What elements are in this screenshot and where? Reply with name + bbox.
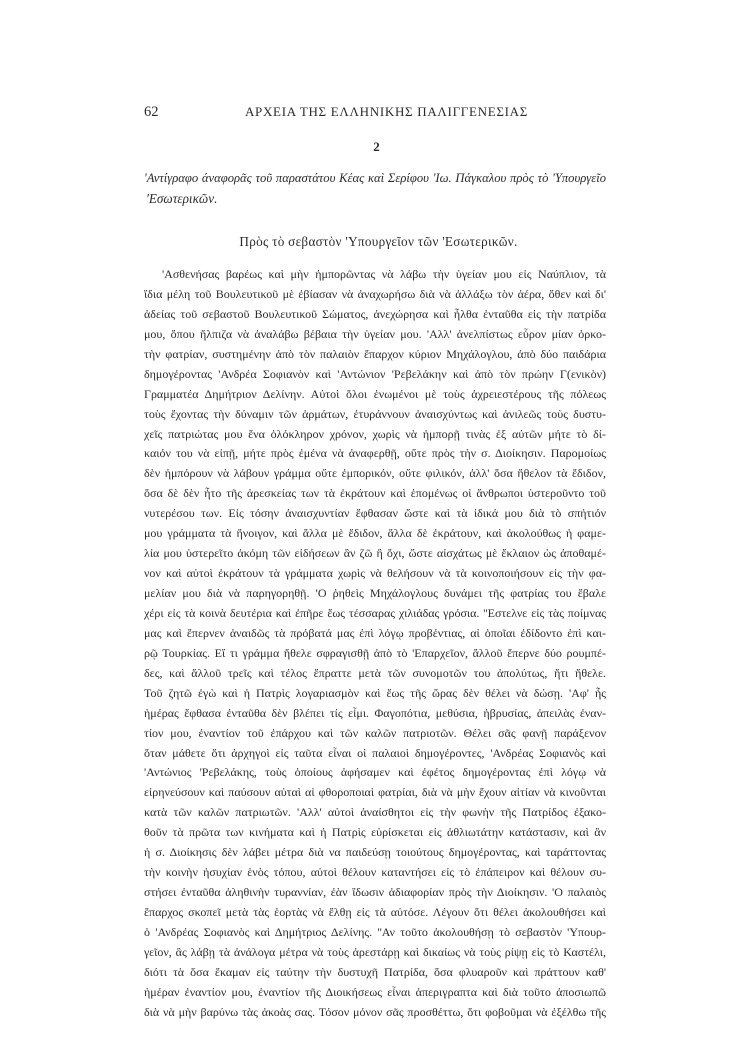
body-line: ρῷ Τουρκίας. Εἴ τι γράμμα ἤθελε σφραγισθῇ ἀπὸ τὸ 'Επαρχεῖον, ἄλλοῦ ἔπερνε δύο ρουμπέ- xyxy=(144,645,606,660)
body-line: θοῦν τὰ πρῶτα των κινήματα καὶ ἡ Πατρὶς εὑρίσκεται εἰς ἀθλιωτάτην κατάστασιν, καὶ ἂν xyxy=(144,825,606,840)
body-line: ἔπαρχος σκοπεῖ μετὰ τὰς ἑορτὰς νὰ ἔλθῃ εἰς τὰ αὐτόσε. Λέγουν ὅτι θέλει ἀκολουθήσει καὶ xyxy=(144,905,606,919)
body-line: ἡ σ. Διοίκησις δὲν λάβει μέτρα διὰ να παιδεύσῃ τοιούτους δημογέροντας, καὶ ταράττοντας xyxy=(144,845,606,860)
document-title xyxy=(144,168,606,209)
page-number: 62 xyxy=(144,104,159,120)
body-line: χέρι εἰς τὰ κοινὰ δευτέρια καὶ ἐπῆρε ἕως τέσσαρας χιλιάδας γρόσια. ''Εστελνε εἰς τὰς ποίμνας xyxy=(144,605,606,620)
body-line: νυτερέσου των. Εἰς τόσην ἀναισχυντίαν ἔφθασαν ὥστε καὶ τὰ ἰδικά μου διὰ τὸ σπήτιόν xyxy=(144,506,606,521)
body-line: κατὰ τῶν καλῶν πατριωτῶν. 'Αλλ' αὐτοὶ ἀναίσθητοι εἰς τὴν φωνὴν τῆς Πατρίδος ἐξακο- xyxy=(144,805,606,820)
body-line: ἡμέραν ἐναντίον μου, ἐναντίον τῆς Διοικήσεως εἶναι ἀπεριγραπτα καὶ διὰ τοῦτο ἀποσιωπῶ xyxy=(144,984,606,999)
body-text xyxy=(144,265,606,1023)
body-line: τὴν φατρίαν, συστημένην ἀπὸ τὸν παλαιὸν ἔπαρχον κύριον Μηχάλογλου, ἀπὸ δύο παιδάρια xyxy=(144,346,606,361)
body-line: Τοῦ ζητῶ ἐγὼ καὶ ἡ Πατρὶς λογαριασμὸν καὶ ἕως τῆς ὥρας δὲν θέλει νὰ δώσῃ. 'Αφ' ἧς xyxy=(144,685,606,700)
title-line: 'Εσωτερικῶν. xyxy=(146,190,218,206)
body-line: τίον μου, ἐναντίον τοῦ ἐπάρχου καὶ τῶν καλῶν πατριοτῶν. Θέλει σᾶς φανῇ παράξενον xyxy=(144,725,606,740)
body-line: μου γράμματα τὰ ἤνοιγον, καὶ ἄλλα μὲ ἔδιδον, ἄλλα δὲ ἐκράτουν, καὶ ἀκολούθως ἡ φαμε- xyxy=(144,526,606,541)
body-line: ὁ 'Ανδρέας Σοφιανὸς καὶ Δημήτριος Δελίνης. ''Αν τοῦτο ἀκολουθήσῃ τὸ σεβαστὸν 'Υπουρ- xyxy=(144,924,606,939)
body-line: τοὺς ἔχοντας τὴν δύναμιν τῶν ἁρμάτων, ἐτυράννουν ἀναισχύντως καὶ ἀνιλεῶς τοὺς δυστυ- xyxy=(144,406,606,421)
body-line: γεῖον, ἂς λάβῃ τὰ ἀνάλογα μέτρα νὰ τοὺς ἀρεστάρῃ καὶ δικαίως νὰ τοὺς ρίψῃ εἰς τὸ Καστέλι, xyxy=(144,944,606,959)
body-line: μου, ὅπου ἤλπιζα νὰ ἀναλάβω βέβαια τὴν ὑγείαν μου. 'Αλλ' ἀνελπίστως εὗρον μίαν ὀρκο- xyxy=(144,326,606,341)
body-line: καιόν του νὰ εἰπῇ, μήτε πρὸς ἐμένα νὰ ἀναφερθῇ, οὔτε πρὸς τὴν σ. Διοίκησιν. Παρομοίως xyxy=(144,446,606,461)
body-line: ὅσα δὲ δὲν ἦτο τῆς ἀρεσκείας των τὰ ἐκράτουν καὶ ἑπομένως οἱ ἄνθρωποι ὑστεροῦντο τοῦ xyxy=(144,486,606,501)
body-line: ὅταν μάθετε ὅτι ἀρχηγοὶ εἰς ταῦτα εἶναι οἱ παλαιοὶ δημογέροντες, 'Ανδρέας Σοφιανὸς καὶ xyxy=(144,745,606,760)
body-line: δημογέροντας 'Ανδρέα Σοφιανὸν καὶ 'Αντώνιον 'Ρεβελάκην καὶ ἀπὸ τὸν πρώην Γ(ενικὸν) xyxy=(144,366,606,381)
body-line: δες, καὶ ἄλλοῦ τρεῖς καὶ τέλος ἔπραττε μετὰ τῶν συνομοτῶν του ἀπολύτως, ἥτι ἤθελε. xyxy=(144,665,606,680)
document-number: 2 xyxy=(373,139,380,154)
body-line: διὰ νὰ μὴν βαρύνω τὰς ἀκοὰς σας. Τόσον μόνον σᾶς προσθέττω, ὅτι φοβοῦμαι νὰ ἐξέλθω τῆς xyxy=(144,1004,606,1019)
body-line: δὲν ἠμπόρουν νὰ λάβουν γράμμα οὔτε ἐμπορικόν, οὔτε φιλικόν, ἀλλ' ὅσα ἤθελον τὰ ἔδιδον, xyxy=(144,466,606,481)
body-line: 'Αντώνιος 'Ρεβελάκης, τοὺς ὁποίους ἀφήσαμεν καὶ ἐφέτος δημογέροντας ἐπὶ λόγῳ νὰ xyxy=(144,765,606,780)
body-line: ἀδείας τοῦ σεβαστοῦ Βουλευτικοῦ Σώματος, ἀνεχώρησα καὶ ἦλθα ἐνταῦθα εἰς τὴν πατρίδα xyxy=(144,306,606,321)
body-line: μελίαν μου διὰ νὰ παρηγορηθῇ. 'Ο ῥηθεὶς Μηχάλογλους δυνάμει τῆς φατρίας του ἔβαλε xyxy=(144,586,606,600)
body-line: ἡμέρας ἔφθασα ἐνταῦθα δὲν βλέπει τίς εἶμι. Φαγοπότια, μεθύσια, ἠβρυσίας, ἀπειλὰς ἐναν- xyxy=(144,705,606,720)
body-line: λία μου ὑστερεῖτο ἀκόμη τῶν εἰδήσεων ἂν ζῶ ἢ ὄχι, ὥστε αἰσχάτως μὲ ἔκλαιον ὡς ἀποθαμέ- xyxy=(144,546,606,561)
body-line: εἰρηνεύσουν καὶ παύσουν αὐταὶ αἱ φθοροποιαὶ φατρίαι, διὰ νὰ μὴν ἔχουν αἰτίαν νὰ κινοῦνται xyxy=(144,785,606,800)
addressee-line: Πρὸς τὸ σεβαστὸν 'Υπουργεῖον τῶν 'Εσωτερικῶν. xyxy=(239,234,518,249)
body-line: Γραμματέα Δημήτριον Δελίνην. Αὐτοὶ ὅλοι ἑνωμένοι μὲ τοὺς ἀχρειεστέρους τῆς πόλεως xyxy=(144,386,606,401)
body-line: ἴδια μέλη τοῦ Βουλευτικοῦ μὲ ἐβίασαν νὰ ἀναχωρήσω διὰ νὰ ἀλλάξω τὸν ἀέρα, ὅθεν καὶ δι' xyxy=(144,286,606,301)
title-line: 'Αντίγραφο άναφορᾶς τοῦ παραστάτου Κέας καὶ Σερίφου 'Ιω. Πάγκαλου πρὸς τὸ 'Υπουργεῖο xyxy=(144,171,606,185)
body-line: στήσει ἐνταῦθα ἀληθινὴν τυραννίαν, ἐὰν ἴδωσιν ἀδιαφορίαν πρὸς τὴν Διοίκησιν. 'Ο παλαιὸς xyxy=(144,885,606,900)
body-line: χεῖς πατριώτας μου ἕνα ὁλόκληρον χρόνον, χωρὶς νὰ ἠμπορῇ τινὰς ἐξ αὐτῶν μήτε τὸ δί- xyxy=(144,426,606,441)
running-head: ΑΡΧΕΙΑ ΤΗΣ ΕΛΛΗΝΙΚΗΣ ΠΑΛΙΓΓΕΝΕΣΙΑΣ xyxy=(244,104,529,119)
body-line: τὴν κοινὴν ἡσυχίαν ἑνὸς τόπου, αὐτοὶ θέλουν καταντήσει εἰς τὸ ἐπάπειρον καὶ θέλουν συ- xyxy=(144,865,606,880)
body-line: διότι τὰ ὅσα ἔκαμαν εἰς ταύτην τὴν δυστυχῆ Πατρίδα, ὅσα φλυαροῦν καὶ πράττουν καθ' xyxy=(144,964,606,979)
body-line: 'Ασθενήσας βαρέως καὶ μὴν ἠμπορῶντας νὰ λάβω τὴν ὑγείαν μου εἰς Ναύπλιον, τὰ xyxy=(162,267,606,281)
body-line: μας καὶ ἔπερνεν ἀναιδῶς τὰ πρόβατά μας ἐπὶ λόγῳ προβέντιας, αἱ ὁποῖαι ἐδίδοντο ἐπὶ και- xyxy=(144,625,606,640)
body-line: νον καὶ αὐτοὶ ἐκράτουν τὰ γράμματα χωρὶς νὰ θελήσουν νὰ τὰ κοινοποιήσουν εἰς τὴν φα- xyxy=(144,566,606,581)
